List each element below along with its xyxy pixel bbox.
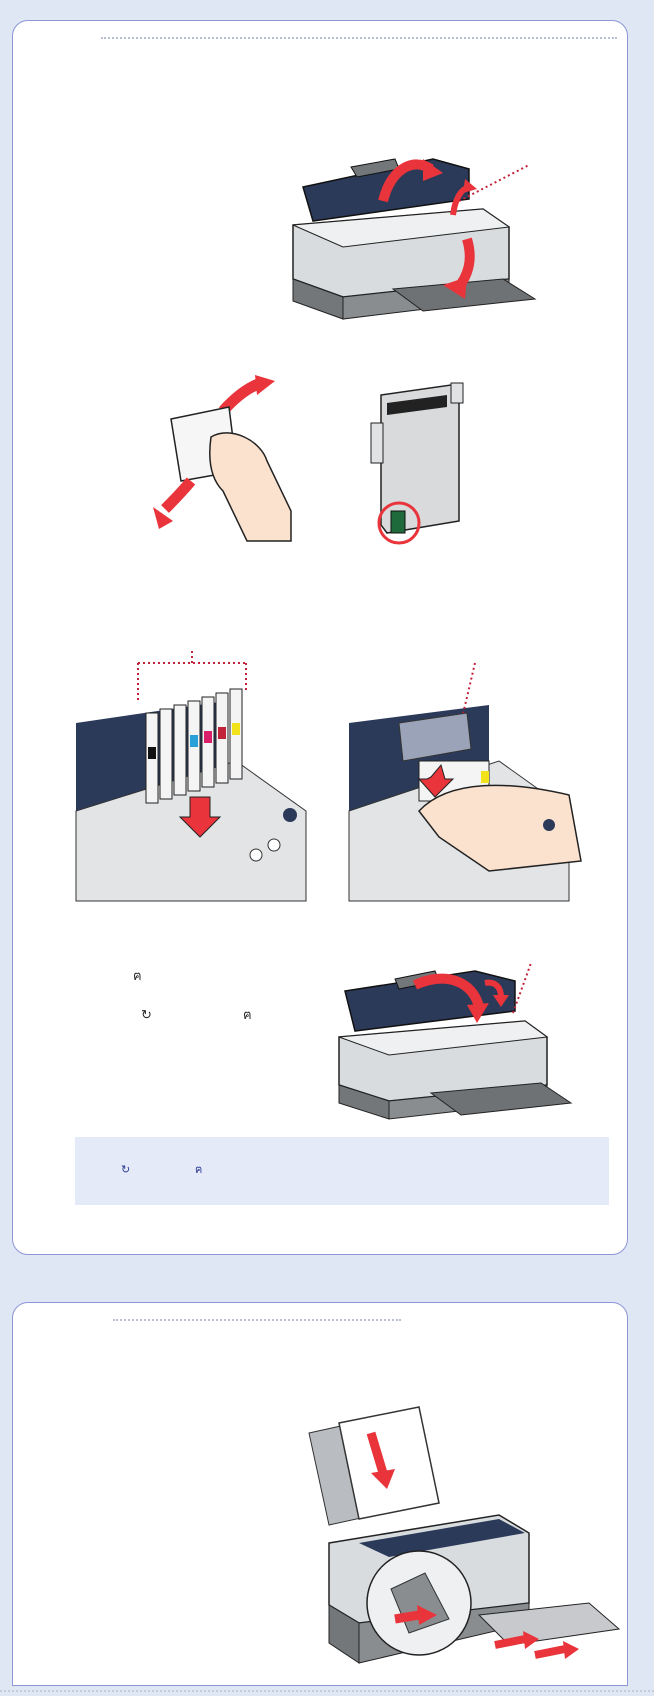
- shake-cartridge-illustration: [151, 381, 301, 541]
- cartridge-chip-illustration: [351, 383, 491, 553]
- printer-close-cover-illustration: [335, 951, 585, 1121]
- load-paper-illustration: [299, 1393, 619, 1683]
- ink-drop-icon: ฅ: [195, 1164, 203, 1176]
- ink-drop-icon: ฅ: [243, 1007, 252, 1022]
- section-header-rule: [101, 37, 617, 39]
- section-header-rule: [113, 1319, 401, 1321]
- ink-drop-icon: ฅ: [133, 968, 142, 983]
- power-icon: ↻: [141, 1007, 152, 1022]
- page-bottom-rule: [0, 1690, 654, 1692]
- insert-cartridges-illustration: [76, 661, 306, 901]
- power-icon: ↻: [121, 1164, 131, 1176]
- printer-open-cover-illustration: [273, 129, 553, 319]
- paper-loading-panel: [12, 1302, 628, 1686]
- ink-installation-panel: [12, 20, 628, 1255]
- note-box: [75, 1137, 609, 1205]
- close-cartridge-cover-illustration: [349, 661, 609, 901]
